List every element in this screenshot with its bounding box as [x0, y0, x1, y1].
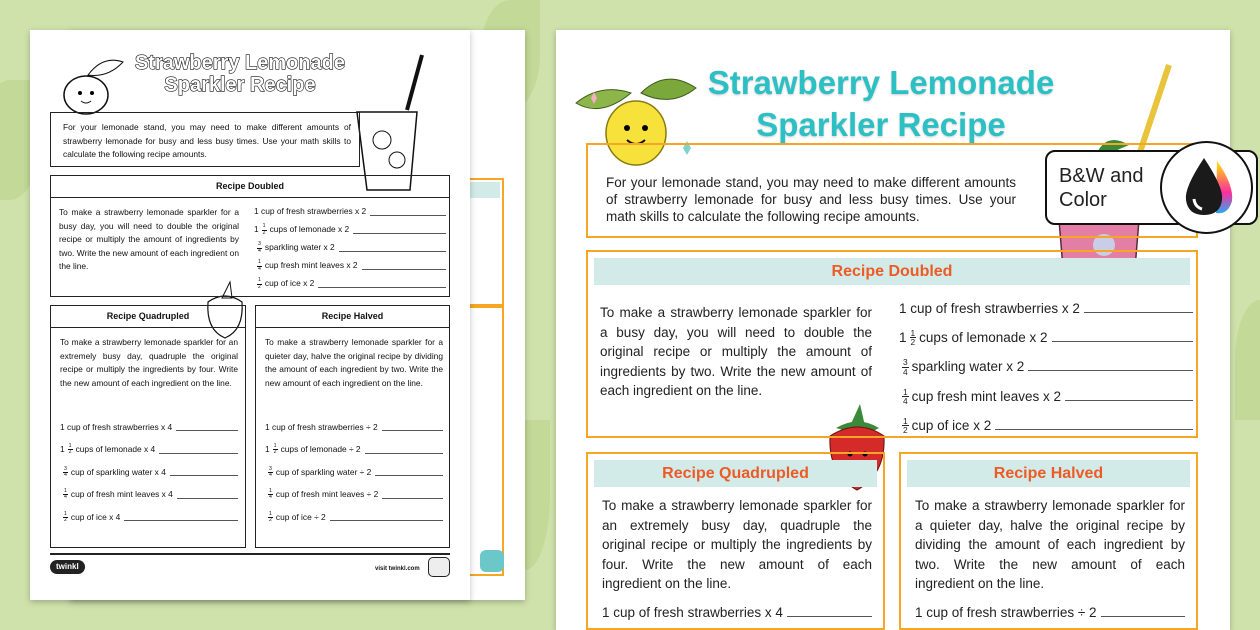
ingredient-row [254, 275, 446, 293]
ingredient-whole: 1 [60, 444, 65, 454]
ingredient-row [60, 416, 238, 439]
recipe-quadrupled-heading: Recipe Quadrupled [594, 460, 877, 487]
ingredient-whole: 1 [899, 300, 907, 316]
answer-line[interactable] [124, 513, 238, 521]
ingredient-whole: 1 [254, 224, 259, 235]
ingredient-list [254, 203, 446, 293]
ingredient-row [899, 353, 1193, 382]
ingredient-fraction [268, 512, 273, 523]
answer-line[interactable] [370, 208, 446, 216]
fraction-numerator: 3 [903, 357, 908, 368]
answer-line[interactable] [170, 468, 238, 476]
recipe-quadrupled-text: To make a strawberry lemonade sparkler for an extremely busy day, quadruple the original recipe or multiply the ingredients by four. Write the new amount of each ingredient on the line. [602, 498, 872, 591]
ingredient-text: cups of lemonade x 2 [919, 330, 1048, 346]
fraction-numerator: 1 [910, 328, 916, 339]
answer-line[interactable] [382, 423, 443, 431]
recipe-halved-text: To make a strawberry lemonade sparkler for a quieter day, halve the original recipe by dividing the amount of each ingredient by two. Write the new amount of each ingredient on the line. [915, 498, 1185, 591]
recipe-doubled-heading: Recipe Doubled [51, 176, 449, 198]
fraction-denominator: 2 [910, 337, 916, 348]
fraction-denominator: 2 [258, 283, 261, 290]
answer-line[interactable] [375, 468, 443, 476]
recipe-doubled-heading: Recipe Doubled [594, 258, 1190, 285]
ingredient-fraction [63, 512, 68, 523]
answer-line[interactable] [787, 609, 872, 617]
recipe-doubled-text: To make a strawberry lemonade sparkler for a busy day, you will need to double the original recipe or multiply the amount of ingredients by two. Write the new amount of each ingredient on the line. [600, 305, 872, 398]
fraction-denominator: 2 [269, 516, 272, 523]
ingredient-row [602, 598, 872, 627]
ingredient-row [254, 221, 446, 239]
ingredient-whole: 1 [915, 604, 923, 620]
fraction-numerator: 3 [64, 465, 67, 472]
recipe-halved-section [255, 305, 450, 548]
ingredient-whole: 1 [265, 444, 270, 454]
ingredient-text: cup of ice ÷ 2 [275, 511, 326, 522]
ingredient-text: cup of fresh strawberries ÷ 2 [926, 604, 1097, 620]
ingredient-fraction [268, 489, 273, 500]
ingredient-row [254, 203, 446, 221]
ingredient-fraction [902, 358, 909, 376]
ingredient-text: cup of ice x 4 [70, 511, 121, 522]
intro-text: For your lemonade stand, you may need to make different amounts of strawberry lemonade for busy and less busy times. Use your math skills to calculate the following recipe amounts. [63, 122, 351, 159]
recipe-halved-text: To make a strawberry lemonade sparkler for a quieter day, halve the original recipe by dividing the amount of each ingredient by two. Write the new amount of each ingredient on the line. [265, 337, 443, 388]
ingredient-whole: 1 [254, 206, 259, 217]
ingredient-text: cup of fresh strawberries x 4 [67, 421, 173, 432]
ink-drops-icon [1160, 141, 1253, 234]
title-line-2: Sparkler Recipe [164, 74, 316, 96]
answer-line[interactable] [1084, 305, 1193, 313]
ingredient-text: cups of lemonade x 2 [269, 224, 350, 235]
title-line-2: Sparkler Recipe [756, 106, 1006, 143]
ingredient-fraction [257, 260, 262, 271]
answer-line[interactable] [995, 422, 1193, 430]
ingredient-fraction [63, 467, 68, 478]
ingredient-text: cup fresh mint leaves x 2 [264, 260, 358, 271]
answer-line[interactable] [177, 491, 238, 499]
ingredient-fraction [257, 242, 262, 253]
worksheet-title [671, 62, 1091, 146]
ingredient-row [265, 439, 443, 462]
worksheet-title [120, 52, 360, 96]
ingredient-row [254, 257, 446, 275]
ingredient-whole: 1 [60, 421, 65, 432]
fraction-numerator: 1 [269, 510, 272, 517]
title-line-1: Strawberry Lemonade [134, 52, 346, 74]
recipe-quadrupled-section [50, 305, 246, 548]
answer-line[interactable] [318, 280, 446, 288]
answer-line[interactable] [339, 244, 446, 252]
ingredient-text: cup of ice x 2 [911, 418, 992, 434]
answer-line[interactable] [1028, 363, 1193, 371]
ingredient-text: cup of fresh strawberries x 4 [613, 604, 783, 620]
fraction-numerator: 3 [258, 241, 261, 248]
intro-text: For your lemonade stand, you may need to make different amounts of strawberry lemonade for busy and less busy times. Use your math skills to calculate the following recipe amounts. [606, 175, 1016, 224]
ingredient-list [899, 294, 1193, 440]
fraction-denominator: 4 [903, 366, 908, 377]
fraction-numerator: 1 [258, 277, 261, 284]
ingredient-whole: 1 [899, 330, 907, 346]
ingredient-text: cup of fresh strawberries ÷ 2 [272, 421, 378, 432]
answer-line[interactable] [382, 491, 443, 499]
ingredient-fraction [268, 467, 273, 478]
ingredient-row [60, 506, 238, 529]
recipe-doubled-section [586, 250, 1198, 438]
ingredient-row [915, 598, 1185, 627]
ingredient-text: cup of sparkling water x 4 [70, 466, 166, 477]
answer-line[interactable] [1052, 334, 1193, 342]
fraction-denominator: 2 [68, 449, 72, 456]
recipe-halved-heading: Recipe Halved [907, 460, 1190, 487]
fraction-numerator: 1 [64, 510, 67, 517]
ingredient-fraction [273, 444, 278, 455]
answer-line[interactable] [1065, 393, 1193, 401]
fraction-denominator: 2 [903, 425, 908, 436]
ingredient-fraction [68, 444, 73, 455]
ingredient-whole: 1 [265, 421, 270, 432]
ingredient-row [60, 484, 238, 507]
twinkl-logo: twinkl [50, 560, 85, 574]
ingredient-fraction [902, 388, 909, 406]
answer-line[interactable] [176, 423, 238, 431]
ingredient-text: cup of fresh mint leaves ÷ 2 [275, 489, 379, 499]
lemon-outline-icon [48, 50, 128, 120]
leaf-decoration [1235, 300, 1260, 420]
answer-line[interactable] [1101, 609, 1185, 617]
ingredient-whole: 1 [602, 604, 610, 620]
recipe-doubled-text: To make a strawberry lemonade sparkler for a busy day, you will need to double the original recipe or multiply the amount of ingredients by two. Write the new amount of each ingredient on the line. [59, 207, 239, 271]
ingredient-text: cups of lemonade x 4 [75, 444, 156, 454]
fraction-denominator: 4 [258, 265, 261, 272]
ingredient-row [899, 411, 1193, 440]
fraction-numerator: 1 [269, 488, 272, 495]
ingredient-row [265, 416, 443, 439]
ingredient-list [602, 598, 872, 627]
ingredient-text: cup of fresh strawberries x 2 [261, 206, 367, 217]
ingredient-row [899, 382, 1193, 411]
fraction-numerator: 1 [68, 443, 72, 450]
visit-twinkl-link[interactable]: visit twinkl.com [375, 566, 420, 572]
answer-line[interactable] [353, 226, 446, 234]
ingredient-text: cup fresh mint leaves x 2 [911, 388, 1061, 404]
color-worksheet-page [556, 30, 1230, 630]
ingredient-text: cups of lemonade ÷ 2 [280, 444, 361, 454]
ingredient-fraction [262, 224, 267, 235]
ingredient-row [899, 294, 1193, 323]
ingredient-text: cup of ice x 2 [264, 278, 315, 289]
fraction-denominator: 4 [64, 471, 67, 478]
fraction-denominator: 4 [258, 247, 261, 254]
fraction-numerator: 1 [273, 443, 277, 450]
fraction-numerator: 1 [64, 488, 67, 495]
recipe-doubled-section [50, 175, 450, 297]
glass-outline-icon [352, 50, 442, 195]
recipe-quadrupled-section [586, 452, 885, 630]
answer-line[interactable] [362, 262, 446, 270]
ingredient-text: cup of fresh strawberries x 2 [910, 300, 1080, 316]
answer-line[interactable] [159, 446, 238, 454]
ingredient-text: cup of sparkling water ÷ 2 [275, 466, 372, 477]
bw-worksheet-page [30, 30, 470, 600]
ingredient-row [265, 506, 443, 529]
fraction-numerator: 1 [903, 386, 908, 397]
fraction-denominator: 4 [269, 494, 272, 501]
ingredient-list [60, 416, 238, 529]
fraction-numerator: 1 [258, 259, 261, 266]
fraction-denominator: 4 [269, 471, 272, 478]
twinkl-badge-icon [428, 557, 450, 577]
ingredient-fraction [902, 417, 909, 435]
ingredient-list [265, 416, 443, 529]
answer-line[interactable] [365, 446, 443, 454]
badge-label: B&W and Color [1059, 165, 1144, 211]
ingredient-text: sparkling water x 2 [911, 359, 1025, 375]
recipe-quadrupled-heading: Recipe Quadrupled [51, 306, 245, 328]
fraction-denominator: 4 [903, 396, 908, 407]
ingredient-text: cup of fresh mint leaves x 4 [70, 489, 173, 499]
fraction-numerator: 1 [262, 223, 266, 230]
fraction-denominator: 2 [64, 516, 67, 523]
answer-line[interactable] [330, 513, 443, 521]
fraction-numerator: 1 [903, 415, 908, 426]
ingredient-row [265, 461, 443, 484]
ingredient-row [899, 323, 1193, 352]
ingredient-fraction [63, 489, 68, 500]
ingredient-row [60, 461, 238, 484]
ingredient-fraction [910, 329, 917, 347]
recipe-halved-section [899, 452, 1198, 630]
fraction-numerator: 3 [269, 465, 272, 472]
recipe-halved-heading: Recipe Halved [256, 306, 449, 328]
ingredient-row [60, 439, 238, 462]
ingredient-fraction [257, 278, 262, 289]
fraction-denominator: 2 [273, 449, 277, 456]
ingredient-row [254, 239, 446, 257]
footer-divider [50, 553, 450, 555]
title-line-1: Strawberry Lemonade [707, 64, 1055, 101]
ingredient-text: sparkling water x 2 [264, 242, 335, 253]
ingredient-list [915, 598, 1185, 627]
fraction-denominator: 2 [262, 229, 266, 236]
ingredient-row [265, 484, 443, 507]
fraction-denominator: 4 [64, 494, 67, 501]
recipe-quadrupled-text: To make a strawberry lemonade sparkler for an extremely busy day, quadruple the original recipe or multiply the ingredients by four. Write the new amount of each ingredient on the line. [60, 337, 238, 388]
